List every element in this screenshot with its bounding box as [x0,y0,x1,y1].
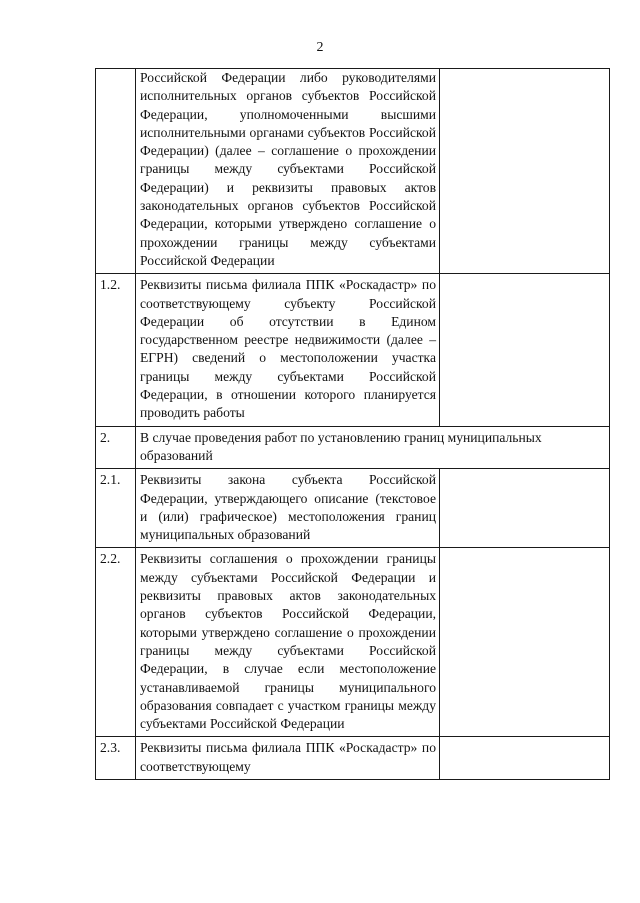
page-number: 2 [316,40,324,55]
row-number: 1.2. [96,274,136,426]
table-row [96,274,610,426]
row-description-text: Реквизиты закона субъекта Российской Федерации, утверждающего описание (текстовое и (или) графическое) местоположения границ муниципальных образований [140,472,436,543]
table-row [96,469,610,548]
row-description-text: Реквизиты письма филиала ППК «Роскадастр» по соответствующему субъекту Российской Федерации об отсутствии в Едином государственном реестре недвижимости (далее – ЕГРН) сведений о местоположении участка границы между субъектами Российской Федерации, в отношении которого планируется проводить работы [140,277,436,421]
row-value-cell[interactable] [440,69,610,274]
row-number: 2.3. [96,737,136,780]
row-description-text: Российской Федерации либо руководителями исполнительных органов субъектов Российской Федерации, уполномоченными высшими исполнительными органами субъектов Российской Федерации) (далее – соглашение о прохождении границы между субъектами Российской Федерации) и реквизиты правовых актов законодательных органов субъектов Российской Федерации, которыми утверждено соглашение о прохождении границы между субъектами Российской Федерации [140,70,436,268]
row-description [136,69,440,274]
row-number: 2.2. [96,548,136,737]
requisites-table [95,68,610,780]
row-description [136,548,440,737]
row-description [136,274,440,426]
row-number [96,69,136,274]
table-row [96,737,610,780]
row-value-cell[interactable] [440,469,610,548]
row-value-cell[interactable] [440,737,610,780]
table-row [96,548,610,737]
row-description [136,737,440,780]
row-value-cell[interactable] [440,548,610,737]
row-number: 2.1. [96,469,136,548]
row-number: 2. [96,426,136,469]
section-heading: В случае проведения работ по установлению границ муниципальных образований [136,426,610,469]
row-value-cell[interactable] [440,274,610,426]
row-description-text: Реквизиты соглашения о прохождении границы между субъектами Российской Федерации и реквизиты правовых актов законодательных органов субъектов Российской Федерации, которыми утверждено соглашение о прохождении границы между субъектами Российской Федерации, в случае если местоположение устанавливаемой границы муниципального образования совпадает с участком границы между субъектами Российской Федерации [140,551,436,732]
row-description-text: Реквизиты письма филиала ППК «Роскадастр» по соответствующему [140,740,436,774]
table-row-section [96,426,610,469]
row-description [136,469,440,548]
table-row [96,69,610,274]
